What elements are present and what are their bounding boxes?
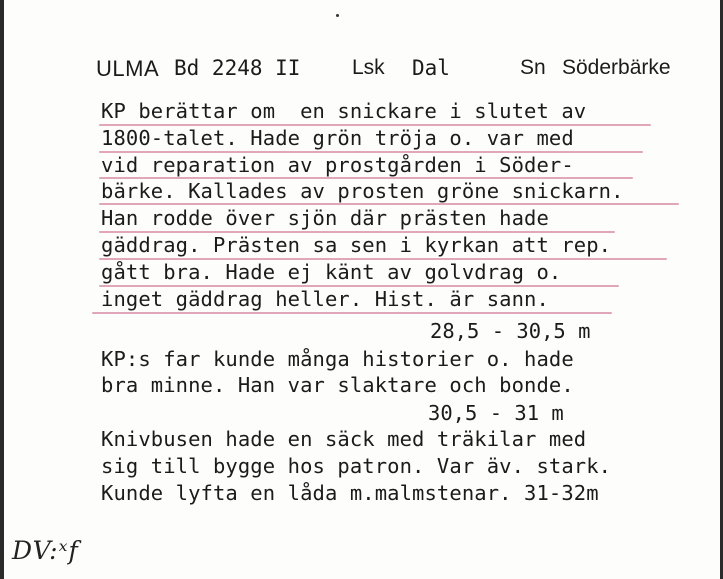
recording-position: 28,5 - 30,5 m xyxy=(430,319,591,343)
card-left-border xyxy=(0,0,4,579)
text-line: sig till bygge hos patron. Var äv. stark. xyxy=(101,454,612,478)
text-line: Han rodde över sjön där prästen hade xyxy=(101,206,549,230)
archive-code: ULMA xyxy=(96,56,160,81)
text-line: inget gäddrag heller. Hist. är sann. xyxy=(101,287,549,311)
parish-value: Söderbärke xyxy=(562,56,671,79)
text-line: Knivbusen hade en säck med träkilar med xyxy=(101,427,587,451)
handwritten-signature: DV:ˣf xyxy=(12,536,79,565)
parish-label: Sn xyxy=(520,56,546,79)
catalog-number: Bd 2248 II xyxy=(174,56,301,80)
recording-position: 30,5 - 31 m xyxy=(428,401,564,425)
province-label: Lsk xyxy=(352,56,385,79)
text-line: KP:s far kunde många historier o. hade xyxy=(101,347,574,371)
speck-mark xyxy=(336,14,339,17)
text-line: 1800-talet. Hade grön tröja o. var med xyxy=(101,126,574,150)
text-line: bärke. Kallades av prosten gröne snickarn. xyxy=(101,179,624,203)
text-line: KP berättar om en snickare i slutet av xyxy=(101,99,587,123)
text-line: gått bra. Hade ej känt av golvdrag o. xyxy=(101,260,562,284)
pink-underline xyxy=(92,312,612,314)
text-line: bra minne. Han var slaktare och bonde. xyxy=(101,373,574,397)
province-value: Dal xyxy=(412,56,450,80)
text-line: Kunde lyfta en låda m.malmstenar. 31-32m xyxy=(101,481,599,505)
text-line: gäddrag. Prästen sa sen i kyrkan att rep. xyxy=(101,233,612,257)
text-line: vid reparation av prostgården i Söder- xyxy=(101,153,574,177)
